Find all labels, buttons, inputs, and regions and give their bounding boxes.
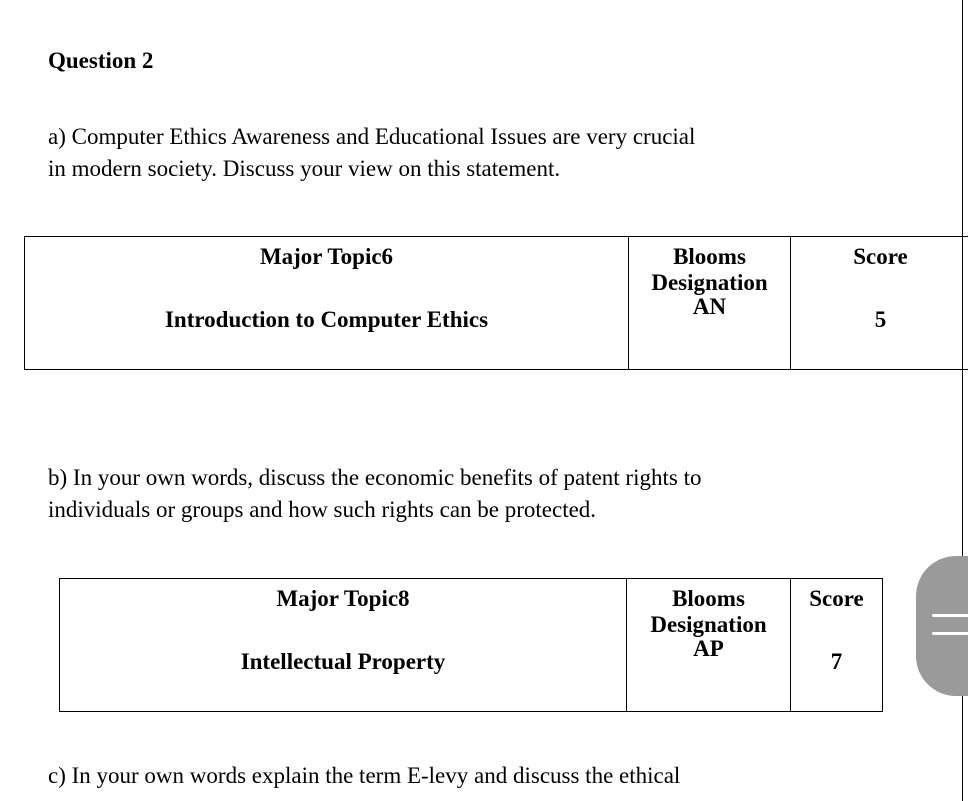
- topic-name: Introduction to Computer Ethics: [164, 307, 489, 332]
- menu-handle-icon[interactable]: [916, 556, 968, 696]
- blooms-header-line-1: Blooms: [673, 244, 746, 269]
- score-value: 7: [830, 649, 843, 674]
- handle-bar: [932, 632, 968, 635]
- score-value: 5: [874, 307, 887, 332]
- blooms-header: [629, 244, 790, 296]
- topic-header: Major Topic8: [276, 586, 410, 611]
- blooms-header-line-1: Blooms: [672, 586, 745, 611]
- part-a-line-2: in modern society. Discuss your view on this statement.: [48, 156, 561, 181]
- topic-header: Major Topic6: [259, 244, 394, 269]
- part-a-line-1: a) Computer Ethics Awareness and Educational Issues are very crucial: [48, 124, 696, 149]
- topic-name: Intellectual Property: [240, 649, 446, 674]
- blooms-header: [627, 586, 790, 638]
- part-c-line-1: c) In your own words explain the term E-levy and discuss the ethical: [48, 763, 681, 788]
- blooms-value: AP: [693, 636, 724, 661]
- rubric-table-b: [59, 578, 883, 712]
- blooms-cell: [626, 579, 790, 711]
- blooms-header-line-2: Designation: [650, 612, 767, 637]
- question-part-b: [48, 462, 701, 526]
- question-title: Question 2: [48, 48, 154, 73]
- topic-cell: [25, 237, 628, 369]
- score-cell: [790, 237, 968, 369]
- handle-bar: [932, 614, 968, 617]
- blooms-header-line-2: Designation: [651, 270, 768, 295]
- question-part-c: [48, 760, 680, 792]
- blooms-cell: [628, 237, 790, 369]
- rubric-table-a: [24, 236, 968, 370]
- topic-cell: [60, 579, 626, 711]
- part-b-line-2: individuals or groups and how such rights can be protected.: [48, 497, 597, 522]
- score-header: Score: [809, 586, 864, 611]
- blooms-value: AN: [692, 294, 727, 319]
- score-header: Score: [853, 244, 908, 269]
- question-part-a: [48, 121, 695, 185]
- score-cell: [790, 579, 882, 711]
- part-b-line-1: b) In your own words, discuss the economic benefits of patent rights to: [48, 465, 702, 490]
